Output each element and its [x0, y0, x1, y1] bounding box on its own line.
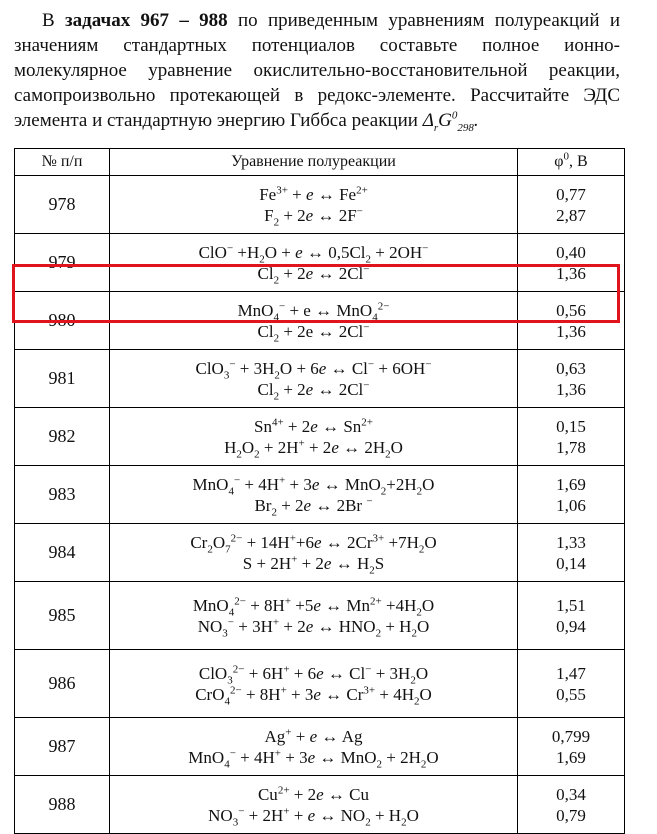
standard-potentials — [518, 718, 625, 776]
potential-value: 1,36 — [556, 263, 586, 283]
potential-value: 0,63 — [556, 358, 586, 378]
potential-value: 0,15 — [556, 416, 586, 436]
table-row — [15, 176, 625, 234]
half-reaction-equations — [110, 650, 518, 718]
table-row — [15, 582, 625, 650]
table-row — [15, 718, 625, 776]
half-reaction: MnO$_4$− + e ↔ MnO$_4^{2-}$ — [237, 299, 390, 323]
gibbs-energy-symbol: $\Delta_rG^0_{298}$. — [422, 109, 479, 134]
standard-potentials — [518, 350, 625, 408]
half-reaction: $H_2O_2 + 2H^+ + 2e$ ↔ $2H_2O$ — [224, 436, 403, 460]
row-number: 981 — [15, 350, 110, 408]
half-reaction: $Cu^{2+} + 2e$ ↔ Cu — [257, 783, 370, 804]
potential-value: 1,36 — [556, 321, 586, 341]
table-header-row — [15, 149, 625, 176]
table-row — [15, 408, 625, 466]
row-number: 988 — [15, 776, 110, 834]
header-equation: Уравнение полуреакции — [110, 149, 518, 176]
potential-value: 1,06 — [556, 495, 586, 515]
half-reaction: MnO$_4^{2-}$ + 8H+ +5e ↔ $Mn^{2+} +4H_2O$ — [192, 594, 435, 618]
half-reaction-equations — [110, 408, 518, 466]
potential-value: 0,55 — [556, 684, 586, 704]
potential-value: 0,40 — [556, 242, 586, 262]
potential-value: 1,78 — [556, 437, 586, 457]
half-reaction: ClO$_3^{2-}$ + 6H+ + 6e ↔ $Cl^- + 3H_2O$ — [198, 662, 429, 686]
task-range: задачах 967 – 988 — [65, 10, 228, 31]
potential-value: 1,47 — [556, 663, 586, 683]
table-row — [15, 350, 625, 408]
table-row — [15, 776, 625, 834]
row-number: 983 — [15, 466, 110, 524]
table-row — [15, 466, 625, 524]
potential-value: 0,77 — [556, 184, 586, 204]
standard-potentials — [518, 776, 625, 834]
potential-value: 0,34 — [556, 784, 586, 804]
half-reaction: MnO$_4$− + 4H+ + 3e ↔ $MnO_2 + 2H_2O$ — [188, 746, 439, 770]
table-row — [15, 650, 625, 718]
half-reaction: $Cl_2 + 2e$ ↔ 2Cl− — [257, 320, 370, 344]
potential-value: 1,33 — [556, 532, 586, 552]
half-reaction: $F_2 + 2e$ ↔ 2F− — [264, 204, 363, 228]
half-reaction: $Br_2 + 2e$ ↔ 2Br − — [254, 494, 373, 518]
half-reaction: $ClO_3^- + 3H_2O + 6e$ ↔ Cl− + 6OH− — [195, 357, 432, 381]
potential-value: 1,69 — [556, 747, 586, 767]
row-number: 984 — [15, 524, 110, 582]
half-reaction-equations — [110, 466, 518, 524]
half-reaction-equations — [110, 176, 518, 234]
half-reaction-equations — [110, 350, 518, 408]
standard-potentials — [518, 408, 625, 466]
half-reaction: $ClO^- +H_2O + e$ ↔ $0,5Cl_2 + 2OH^-$ — [198, 241, 429, 265]
half-reactions-table — [14, 148, 625, 834]
potential-value: 0,79 — [556, 805, 586, 825]
potential-value: 0,56 — [556, 300, 586, 320]
row-number: 979 — [15, 234, 110, 292]
half-reaction-equations — [110, 776, 518, 834]
row-number: 978 — [15, 176, 110, 234]
table-row — [15, 524, 625, 582]
table-body — [15, 176, 625, 834]
half-reaction: $Cr_2O_7^{2-} + 14H^++6e$ ↔ $2Cr^{3+} +7H_2O$ — [190, 531, 437, 555]
half-reaction: $Cl_2 + 2e$ ↔ 2Cl− — [257, 378, 370, 402]
potential-value: 1,36 — [556, 379, 586, 399]
half-reaction: S + 2H+ + 2e ↔ $H_2S$ — [242, 552, 385, 576]
half-reaction: $Cl_2 + 2e$ ↔ 2Cl− — [257, 262, 370, 286]
half-reaction-equations — [110, 718, 518, 776]
task-description — [14, 8, 620, 133]
half-reaction-equations — [110, 582, 518, 650]
half-reaction-equations — [110, 234, 518, 292]
half-reaction: $NO_3^- + 2H^+ + e$ ↔ $NO_2 + H_2O$ — [208, 804, 419, 828]
intro-text: по приведенным уравнениям полуреакций и значениям стандартных потенциалов составьте полное ионно-молекулярное уравнение окислительно-восстановительной реакции, самопроизвольно протекающей в редокс-элементе. Рассчитайте ЭДС элемента и стандартную энергию Гиббса реакции — [14, 10, 621, 131]
standard-potentials — [518, 176, 625, 234]
half-reaction: $Sn^{4+} + 2e$ ↔ $Sn^{2+}$ — [253, 415, 373, 436]
intro-prefix: В — [42, 10, 65, 31]
potential-value: 0,94 — [556, 616, 586, 636]
standard-potentials — [518, 292, 625, 350]
row-number: 982 — [15, 408, 110, 466]
potential-value: 2,87 — [556, 205, 586, 225]
potential-value: 1,51 — [556, 595, 586, 615]
half-reaction: $NO_3^- + 3H^+ + 2e$ ↔ $HNO_2 + H_2O$ — [197, 615, 430, 639]
standard-potentials — [518, 466, 625, 524]
header-potential: $\varphi^0$, В — [518, 149, 625, 176]
standard-potentials — [518, 524, 625, 582]
half-reaction: CrO$_4^{2-}$ + 8H+ + 3e ↔ $Cr^{3+} + 4H_2O$ — [195, 683, 432, 707]
table-row — [15, 234, 625, 292]
standard-potentials — [518, 650, 625, 718]
row-number: 980 — [15, 292, 110, 350]
header-number: № п/п — [15, 149, 110, 176]
potential-value: 0,14 — [556, 553, 586, 573]
half-reaction-equations — [110, 524, 518, 582]
standard-potentials — [518, 234, 625, 292]
standard-potentials — [518, 582, 625, 650]
row-number: 986 — [15, 650, 110, 718]
row-number: 987 — [15, 718, 110, 776]
potential-value: 0,799 — [551, 726, 591, 746]
half-reaction: MnO$_4$− + 4H+ + 3e ↔ $MnO_2+2H_2O$ — [192, 473, 435, 497]
half-reaction: $Fe^{3+} + e$ ↔ $Fe^{2+}$ — [259, 183, 368, 204]
row-number: 985 — [15, 582, 110, 650]
potential-value: 1,69 — [556, 474, 586, 494]
half-reaction: Ag+ + e ↔ Ag — [264, 725, 363, 746]
table-row — [15, 292, 625, 350]
half-reaction-equations — [110, 292, 518, 350]
